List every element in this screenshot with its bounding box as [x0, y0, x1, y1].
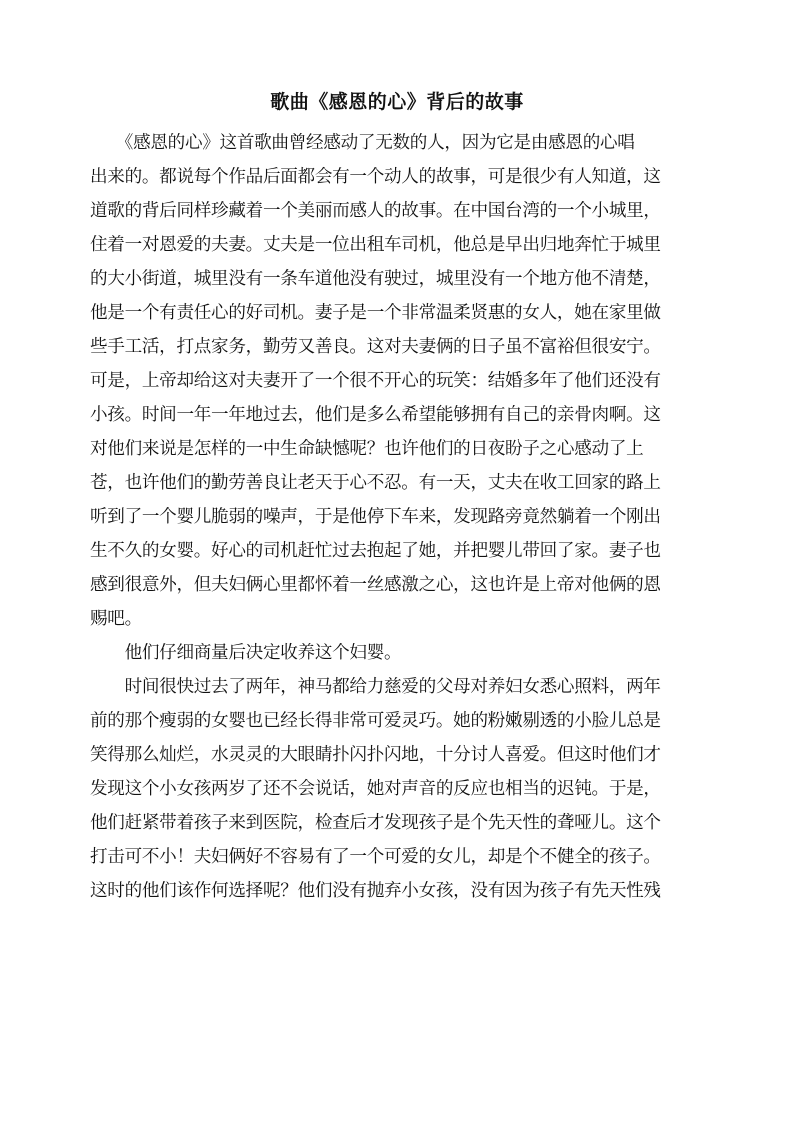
text-line: 他是一个有责任心的好司机。妻子是一个非常温柔贤惠的女人，她在家里做 — [90, 303, 661, 323]
text-line: 小孩。时间一年一年地过去，他们是多么希望能够拥有自己的亲骨肉啊。这 — [90, 405, 661, 425]
text-line: 时间很快过去了两年，神马都给力慈爱的父母对养妇女悉心照料，两年 — [90, 677, 661, 697]
paragraph-2 — [90, 636, 706, 670]
document-title: 歌曲《感恩的心》背后的故事 — [270, 91, 524, 113]
text-line: 感到很意外，但夫妇俩心里都怀着一丝感激之心，这也许是上帝对他俩的恩 — [90, 575, 661, 595]
text-line: 他们仔细商量后决定收养这个妇婴。 — [90, 643, 402, 663]
text-line: 出来的。都说每个作品后面都会有一个动人的故事，可是很少有人知道，这 — [90, 167, 661, 187]
text-line: 住着一对恩爱的夫妻。丈夫是一位出租车司机，他总是早出归地奔忙于城里 — [90, 235, 661, 255]
text-line: 前的那个瘦弱的女婴也已经长得非常可爱灵巧。她的粉嫩剔透的小脸儿总是 — [90, 711, 661, 731]
text-line: 对他们来说是怎样的一中生命缺憾呢？也许他们的日夜盼子之心感动了上 — [90, 439, 644, 459]
text-line: 的大小街道，城里没有一条车道他没有驶过，城里没有一个地方他不清楚， — [90, 269, 661, 289]
text-line: 道歌的背后同样珍藏着一个美丽而感人的故事。在中国台湾的一个小城里， — [90, 201, 661, 221]
text-line: 苍，也许他们的勤劳善良让老天于心不忍。有一天，丈夫在收工回家的路上 — [90, 473, 661, 493]
text-line: 发现这个小女孩两岁了还不会说话，她对声音的反应也相当的迟钝。于是， — [90, 779, 661, 799]
text-line: 笑得那么灿烂，水灵灵的大眼睛扑闪扑闪地，十分讨人喜爱。但这时他们才 — [90, 745, 661, 765]
text-line: 《感恩的心》这首歌曲曾经感动了无数的人，因为它是由感恩的心唱 — [90, 133, 635, 153]
text-line: 赐吧。 — [90, 609, 142, 629]
text-line: 打击可不小！夫妇俩好不容易有了一个可爱的女儿，却是个不健全的孩子。 — [90, 847, 661, 867]
text-line: 他们赶紧带着孩子来到医院，检查后才发现孩子是个先天性的聋哑儿。这个 — [90, 813, 661, 833]
text-line: 些手工活，打点家务，勤劳又善良。这对夫妻俩的日子虽不富裕但很安宁。 — [90, 337, 661, 357]
text-line: 听到了一个婴儿脆弱的噪声，于是他停下车来，发现路旁竟然躺着一个刚出 — [90, 507, 661, 527]
document-body — [90, 126, 706, 908]
paragraph-3 — [90, 670, 706, 908]
paragraph-1 — [90, 126, 706, 636]
text-line: 这时的他们该作何选择呢？他们没有抛弃小女孩，没有因为孩子有先天性残 — [90, 881, 661, 901]
text-line: 生不久的女婴。好心的司机赶忙过去抱起了她，并把婴儿带回了家。妻子也 — [90, 541, 661, 561]
text-line: 可是，上帝却给这对夫妻开了一个很不开心的玩笑：结婚多年了他们还没有 — [90, 371, 661, 391]
